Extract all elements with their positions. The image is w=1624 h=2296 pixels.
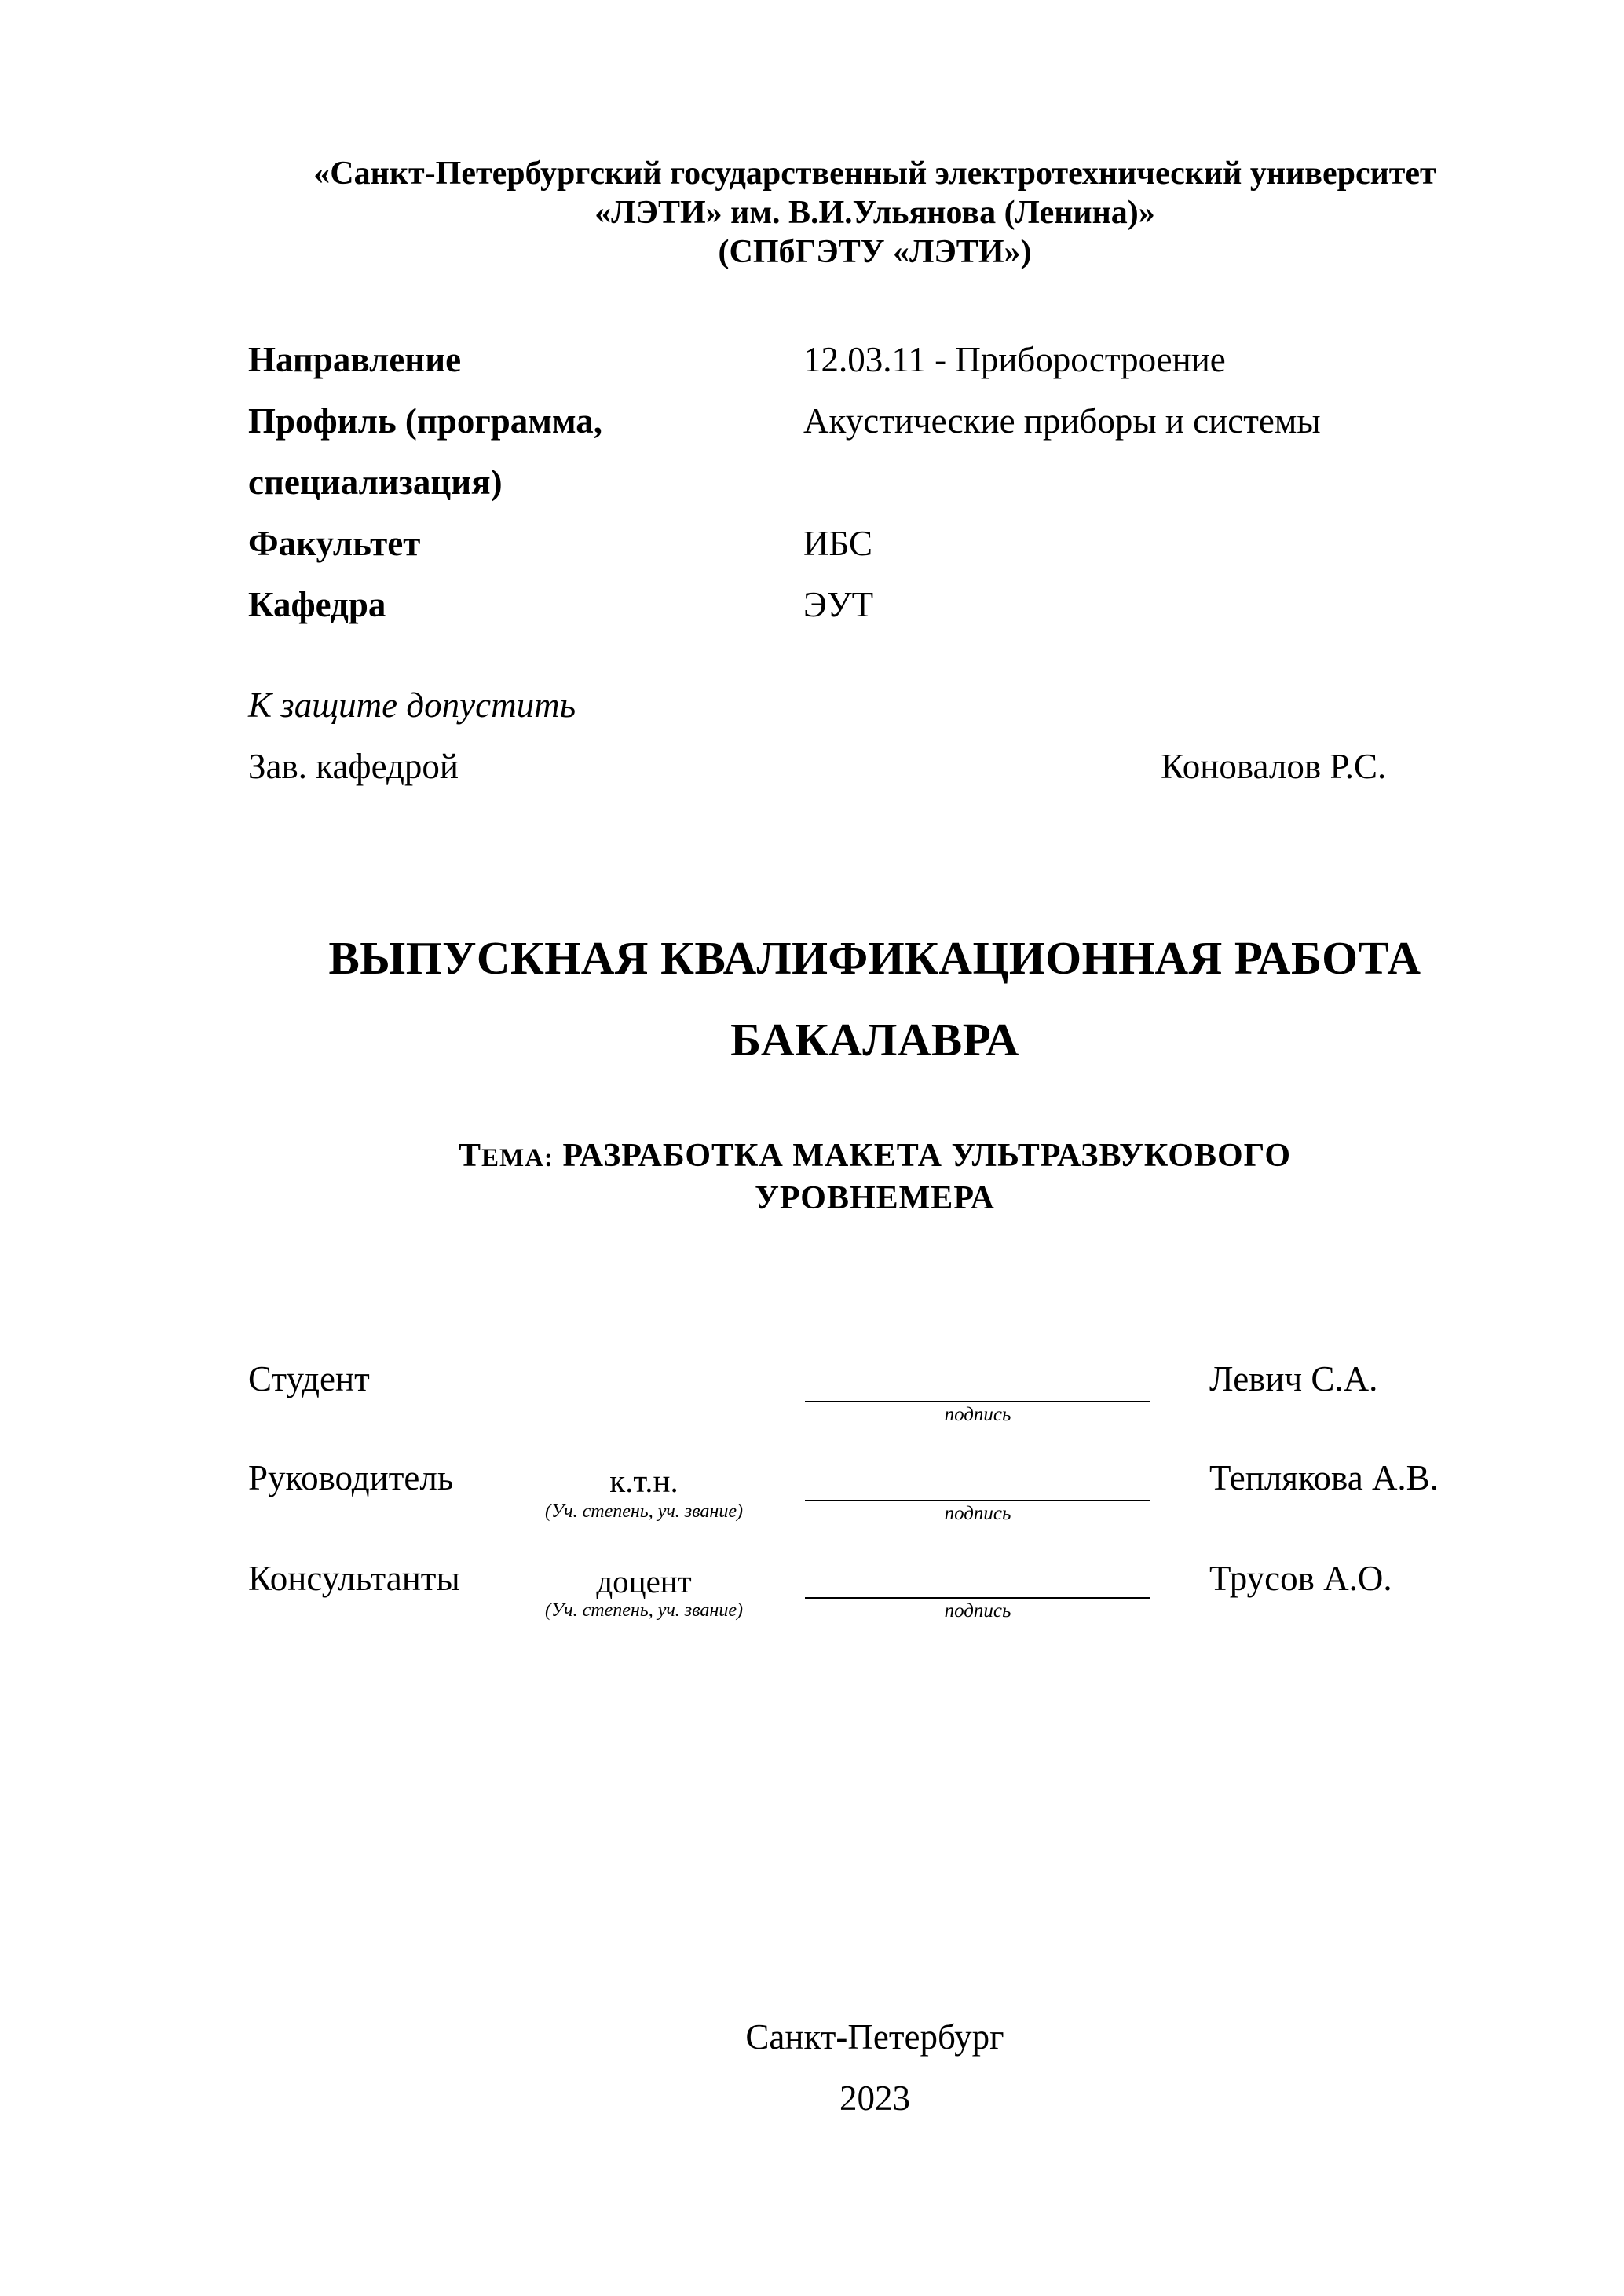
head-of-department-name: Коновалов Р.С. [1161, 747, 1387, 786]
supervisor-degree: к.т.н. [609, 1463, 678, 1499]
theme-line1 [63, 1137, 1624, 1175]
work-title-line2: БАКАЛАВРА [730, 1014, 1019, 1066]
theme-text-line2: УРОВНЕМЕРА [755, 1180, 995, 1216]
consultant-degree: доцент [596, 1563, 692, 1600]
head-of-department-label: Зав. кафедрой [248, 747, 459, 786]
faculty-label: Факультет [248, 524, 421, 563]
theme-text-line1: РАЗРАБОТКА МАКЕТА УЛЬТРАЗВУКОВОГО [562, 1138, 1291, 1174]
consultant-name: Трусов А.О. [1209, 1559, 1392, 1598]
department-value: ЭУТ [803, 585, 874, 624]
work-title-line1: ВЫПУСКНАЯ КВАЛИФИКАЦИОННАЯ РАБОТА [328, 932, 1421, 984]
university-header [63, 154, 1624, 272]
department-label: Кафедра [248, 585, 386, 624]
consultants-label: Консультанты [248, 1559, 460, 1598]
footer-year: 2023 [839, 2078, 910, 2118]
student-label: Студент [248, 1359, 370, 1398]
supervisor-label: Руководитель [248, 1458, 454, 1497]
consultant-degree-caption: (Уч. степень, уч. звание) [545, 1600, 743, 1621]
student-signature-line [805, 1401, 1150, 1402]
consultant-signature-line [805, 1597, 1150, 1599]
supervisor-signature-line [805, 1500, 1150, 1501]
admission-text: К защите допустить [248, 686, 576, 725]
profile-label-line2: специализация) [248, 462, 503, 502]
supervisor-signature-caption: подпись [944, 1503, 1011, 1524]
footer-city: Санкт-Петербург [745, 2017, 1004, 2057]
profile-value: Акустические приборы и системы [803, 401, 1321, 441]
student-signature-caption: подпись [944, 1404, 1011, 1425]
university-name-line2: «ЛЭТИ» им. В.И.Ульянова (Ленина)» [594, 195, 1155, 231]
university-name-line1: «Санкт-Петербургский государственный электротехнический университет [313, 155, 1436, 192]
direction-value: 12.03.11 - Приборостроение [803, 340, 1226, 379]
student-name: Левич С.А. [1209, 1359, 1378, 1398]
supervisor-name: Теплякова А.В. [1209, 1458, 1439, 1497]
consultant-signature-caption: подпись [944, 1600, 1011, 1621]
direction-label: Направление [248, 340, 462, 379]
profile-label-line1: Профиль (программа, [248, 401, 603, 441]
theme-label-first-letter: Т [459, 1138, 482, 1174]
theme-label-rest: ЕМА: [481, 1144, 554, 1172]
faculty-value: ИБС [803, 524, 873, 563]
supervisor-degree-caption: (Уч. степень, уч. звание) [545, 1501, 743, 1522]
university-abbreviation: (СПбГЭТУ «ЛЭТИ») [718, 234, 1032, 270]
